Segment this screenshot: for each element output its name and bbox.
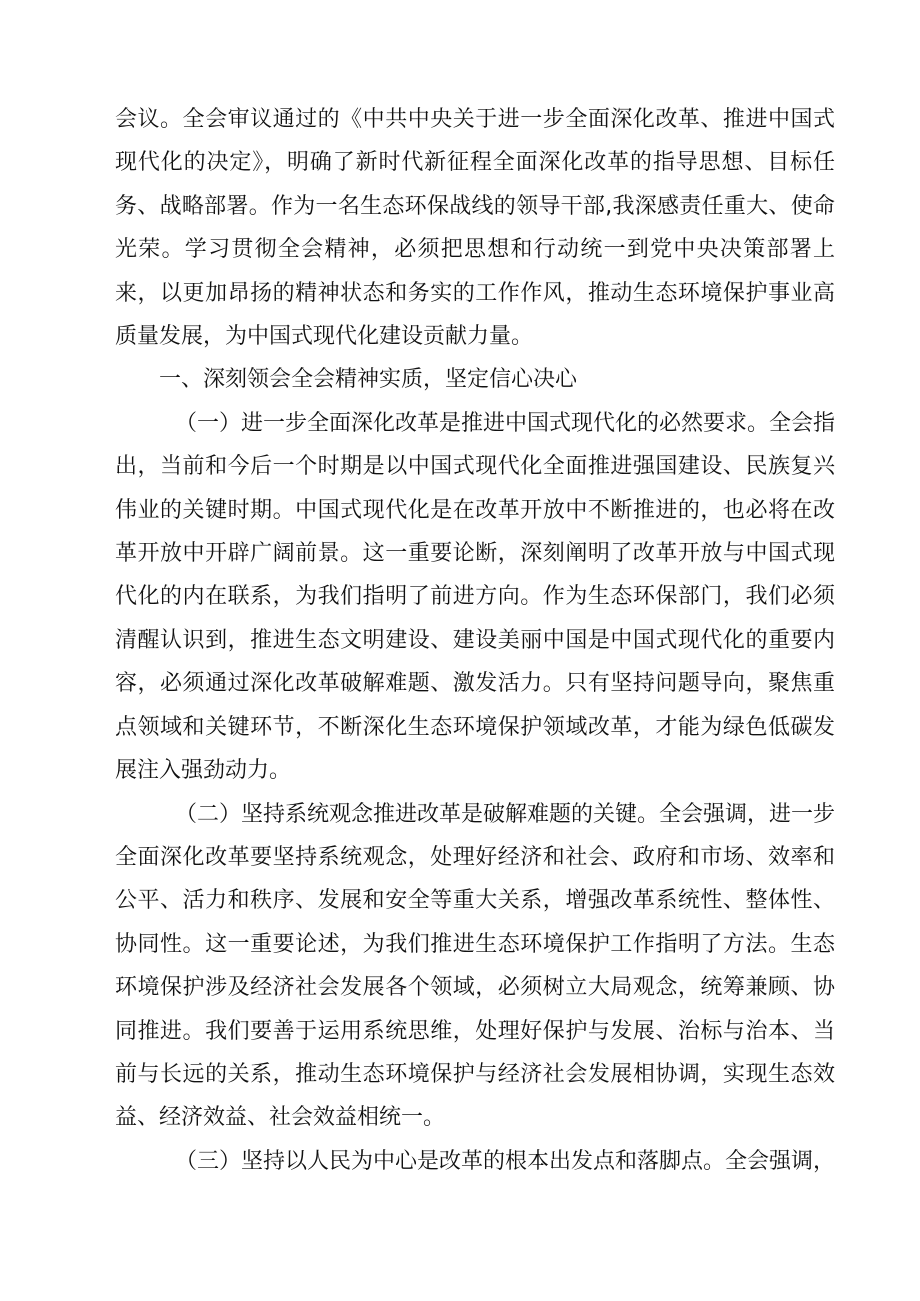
paragraph-point-2: （二）坚持系统观念推进改革是破解难题的关键。全会强调，进一步全面深化改革要坚持系统观念，处理好经济和社会、政府和市场、效率和公平、活力和秩序、发展和安全等重大关系，增强改革系统性、整体性、协同性。这一重要论述，为我们推进生态环境保护工作指明了方法。生态环境保护涉及经济社会发展各个领域，必须树立大局观念，统筹兼顾、协同推进。我们要善于运用系统思维，处理好保护与发展、治标与治本、当前与长远的关系，推动生态环境保护与经济社会发展相协调，实现生态效益、经济效益、社会效益相统一。 <box>115 801 836 1131</box>
paragraph-intro: 会议。全会审议通过的《中共中央关于进一步全面深化改革、推进中国式现代化的决定》，明确了新时代新征程全面深化改革的指导思想、目标任务、战略部署。作为一名生态环保战线的领导干部,我深感责任重大、使命光荣。学习贯彻全会精神，必须把思想和行动统一到党中央决策部署上来，以更加昂扬的精神状态和务实的工作作风，推动生态环境保护事业高质量发展，为中国式现代化建设贡献力量。 <box>115 107 835 350</box>
section-heading-1: 一、深刻领会全会精神实质，坚定信心决心 <box>159 367 578 393</box>
document-body <box>115 98 835 1183</box>
paragraph-point-1: （一）进一步全面深化改革是推进中国式现代化的必然要求。全会指出，当前和今后一个时期是以中国式现代化全面推进强国建设、民族复兴伟业的关键时期。中国式现代化是在改革开放中不断推进的，也必将在改革开放中开辟广阔前景。这一重要论断，深刻阐明了改革开放与中国式现代化的内在联系，为我们指明了前进方向。作为生态环保部门，我们必须清醒认识到，推进生态文明建设、建设美丽中国是中国式现代化的重要内容，必须通过深化改革破解难题、激发活力。只有坚持问题导向，聚焦重点领域和关键环节，不断深化生态环境保护领域改革，才能为绿色低碳发展注入强劲动力。 <box>115 410 836 784</box>
paragraph-point-3: （三）坚持以人民为中心是改革的根本出发点和落脚点。全会强调， <box>175 1148 836 1174</box>
